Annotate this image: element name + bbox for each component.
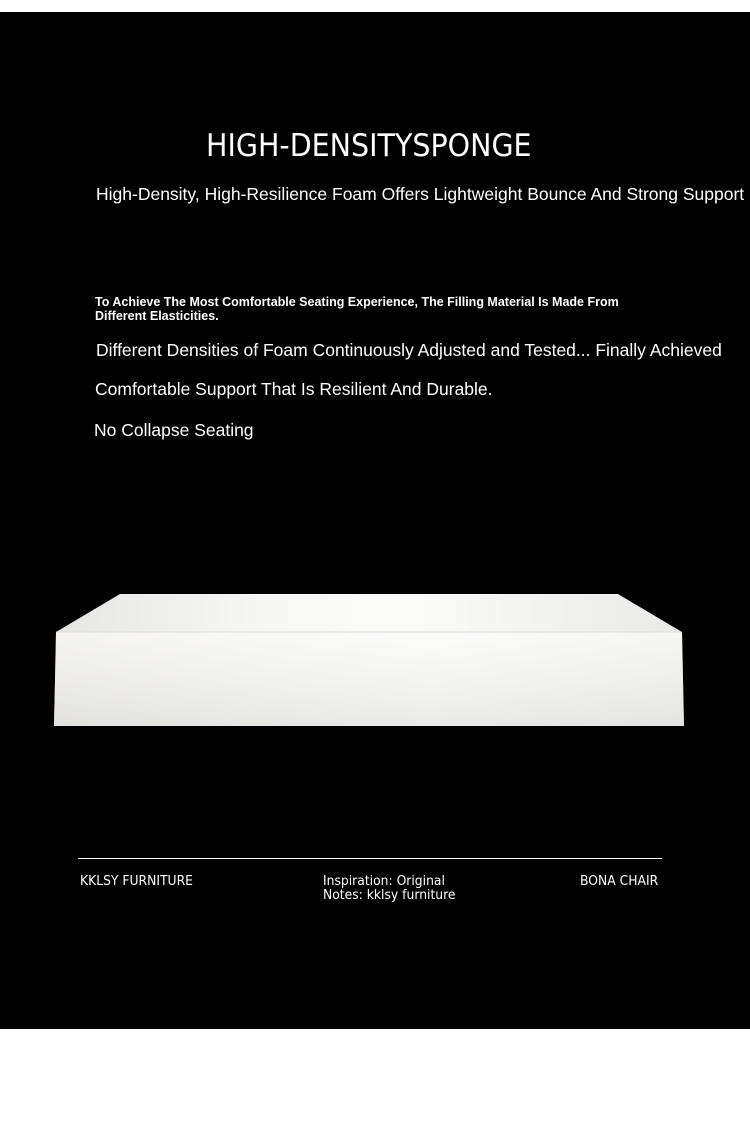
brand-name: KKLSY FURNITURE xyxy=(80,874,193,889)
foam-cushion-image xyxy=(54,594,684,730)
description-line-3: No Collapse Seating xyxy=(94,420,254,440)
inspiration-notes xyxy=(323,875,456,903)
description-line-2: Comfortable Support That Is Resilient And Durable. xyxy=(95,379,493,399)
notes-text: Notes: kklsy furniture xyxy=(323,888,456,903)
subtitle: High-Density, High-Resilience Foam Offers Lightweight Bounce And Strong Support xyxy=(96,184,745,204)
product-detail-panel xyxy=(0,12,750,1029)
intro-paragraph: To Achieve The Most Comfortable Seating Experience, The Filling Material Is Made From Different Elasticities. xyxy=(95,295,619,323)
page-title: HIGH-DENSITYSPONGE xyxy=(206,128,532,164)
product-name: BONA CHAIR xyxy=(580,874,659,889)
description-line-1: Different Densities of Foam Continuously Adjusted and Tested... Finally Achieved xyxy=(96,340,722,360)
footer-divider xyxy=(78,858,662,859)
inspiration-text: Inspiration: Original xyxy=(323,874,445,889)
